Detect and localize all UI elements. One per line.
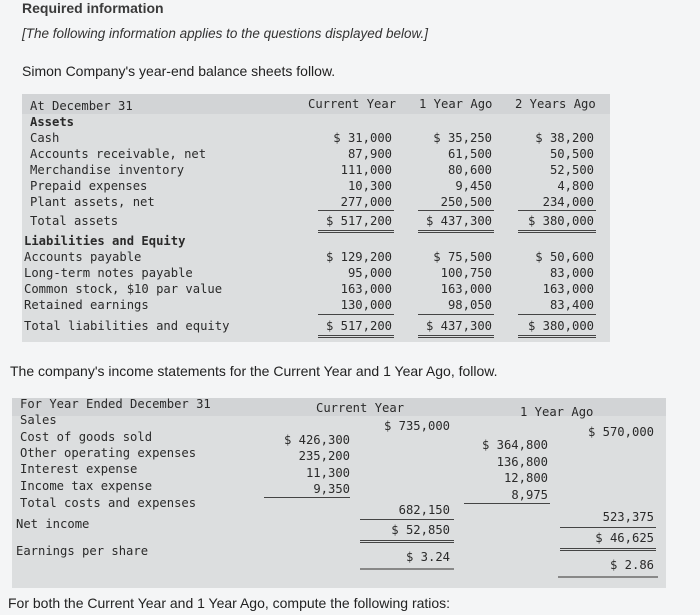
underline-assets-current — [318, 210, 394, 211]
underline-assets-1-year — [418, 210, 494, 211]
net-income-current: $ 52,850 — [391, 523, 450, 537]
ar-current: 87,900 — [347, 147, 392, 161]
income-statement-intro: The company's income statements for the Current Year and 1 Year Ago, follow. — [10, 363, 498, 379]
column-1-year-ago: 1 Year Ago — [419, 97, 493, 111]
interest-prior: 12,800 — [503, 471, 548, 485]
tax-prior: 8,975 — [511, 488, 548, 502]
ap-1-year-ago: $ 75,500 — [433, 250, 492, 264]
eps-prior: $ 2.86 — [609, 558, 654, 572]
row-label-other-operating: Other operating expenses — [20, 446, 197, 460]
stock-2-years-ago: 163,000 — [542, 282, 594, 296]
total-assets-current: $ 517,200 — [325, 214, 392, 228]
column-current-year: Current Year — [308, 97, 397, 111]
assets-heading: Assets — [30, 115, 75, 129]
underline-liab-2-years — [518, 314, 596, 315]
income-column-current-year: Current Year — [316, 401, 405, 415]
total-assets-1-year-ago: $ 437,300 — [425, 214, 492, 228]
balance-sheet-intro: Simon Company's year-end balance sheets follow. — [22, 63, 336, 79]
sales-current: $ 735,000 — [383, 419, 450, 433]
inventory-1-year-ago: 80,600 — [447, 163, 492, 177]
ap-2-years-ago: $ 50,600 — [535, 250, 594, 264]
row-label-accounts-payable: Accounts payable — [24, 250, 142, 264]
ap-current: $ 129,200 — [325, 250, 392, 264]
total-liab-2-years-ago: $ 380,000 — [527, 319, 594, 333]
required-information-title: Required information — [22, 0, 164, 16]
plant-1-year-ago: 250,500 — [440, 195, 492, 209]
cash-current: $ 31,000 — [333, 131, 392, 145]
row-label-common-stock: Common stock, $10 par value — [24, 282, 223, 296]
double-underline-liab-current — [318, 335, 394, 338]
column-2-years-ago: 2 Years Ago — [515, 97, 596, 111]
retained-2-years-ago: 83,400 — [549, 298, 594, 312]
row-label-retained-earnings: Retained earnings — [24, 298, 149, 312]
row-label-eps: Earnings per share — [16, 544, 149, 558]
total-liab-1-year-ago: $ 437,300 — [425, 319, 492, 333]
row-label-cogs: Cost of goods sold — [20, 430, 153, 444]
plant-current: 277,000 — [340, 195, 392, 209]
underline-eps-current — [360, 568, 454, 570]
notes-1-year-ago: 100,750 — [440, 266, 492, 280]
retained-current: 130,000 — [340, 298, 392, 312]
underline-total-costs-current — [360, 519, 454, 520]
row-label-total-liabilities-equity: Total liabilities and equity — [24, 319, 230, 333]
total-costs-current: 682,150 — [398, 503, 450, 517]
row-label-interest-expense: Interest expense — [20, 462, 138, 476]
row-label-total-assets: Total assets — [30, 214, 119, 228]
row-label-sales: Sales — [20, 413, 57, 427]
balance-sheet-date-label: At December 31 — [30, 99, 133, 113]
underline-liab-1-year — [418, 314, 494, 315]
row-label-cash: Cash — [30, 131, 60, 145]
total-costs-prior: 523,375 — [602, 510, 654, 524]
double-underline-assets-current — [318, 230, 394, 233]
prepaid-2-years-ago: 4,800 — [557, 179, 594, 193]
sales-prior: $ 570,000 — [587, 425, 654, 439]
underline-total-costs-prior — [560, 527, 656, 528]
net-income-prior: $ 46,625 — [595, 531, 654, 545]
row-label-long-term-notes: Long-term notes payable — [24, 266, 193, 280]
row-label-merchandise-inventory: Merchandise inventory — [30, 163, 185, 177]
underline-assets-2-years — [518, 210, 596, 211]
row-label-prepaid-expenses: Prepaid expenses — [30, 179, 148, 193]
underline-expenses-prior — [464, 503, 550, 504]
cash-2-years-ago: $ 38,200 — [535, 131, 594, 145]
row-label-income-tax: Income tax expense — [20, 479, 153, 493]
stock-current: 163,000 — [340, 282, 392, 296]
notes-2-years-ago: 83,000 — [549, 266, 594, 280]
double-underline-liab-2-years — [518, 335, 596, 338]
row-label-plant-assets: Plant assets, net — [30, 195, 155, 209]
instructions-note: [The following information applies to the questions displayed below.] — [22, 26, 428, 41]
cash-1-year-ago: $ 35,250 — [433, 131, 492, 145]
cogs-prior: $ 364,800 — [481, 438, 548, 452]
ar-2-years-ago: 50,500 — [549, 147, 594, 161]
total-assets-2-years-ago: $ 380,000 — [527, 214, 594, 228]
row-label-net-income: Net income — [16, 517, 90, 531]
prepaid-1-year-ago: 9,450 — [455, 179, 492, 193]
eps-current: $ 3.24 — [405, 550, 450, 564]
prepaid-current: 10,300 — [347, 179, 392, 193]
retained-1-year-ago: 98,050 — [447, 298, 492, 312]
double-underline-net-income-current — [360, 540, 454, 543]
double-underline-assets-2-years — [518, 230, 596, 233]
row-label-total-costs: Total costs and expenses — [20, 496, 197, 510]
total-liab-current: $ 517,200 — [325, 319, 392, 333]
ar-1-year-ago: 61,500 — [447, 147, 492, 161]
income-statement-period-label: For Year Ended December 31 — [20, 397, 211, 411]
other-operating-current: 235,200 — [298, 449, 350, 463]
underline-liab-current — [318, 314, 394, 315]
double-underline-assets-1-year — [418, 230, 494, 233]
interest-current: 11,300 — [305, 466, 350, 480]
inventory-current: 111,000 — [340, 163, 392, 177]
underline-eps-prior — [558, 576, 658, 578]
double-underline-net-income-prior — [560, 548, 656, 551]
notes-current: 95,000 — [347, 266, 392, 280]
ratios-instruction: For both the Current Year and 1 Year Ago, compute the following ratios: — [8, 595, 451, 611]
other-operating-prior: 136,800 — [496, 455, 548, 469]
cogs-current: $ 426,300 — [283, 433, 350, 447]
row-label-accounts-receivable: Accounts receivable, net — [30, 147, 207, 161]
stock-1-year-ago: 163,000 — [440, 282, 492, 296]
tax-current: 9,350 — [313, 482, 350, 496]
inventory-2-years-ago: 52,500 — [549, 163, 594, 177]
plant-2-years-ago: 234,000 — [542, 195, 594, 209]
income-column-1-year-ago: 1 Year Ago — [520, 405, 594, 419]
double-underline-liab-1-year — [418, 335, 494, 338]
liabilities-heading: Liabilities and Equity — [24, 234, 186, 248]
underline-expenses-current — [264, 497, 350, 498]
